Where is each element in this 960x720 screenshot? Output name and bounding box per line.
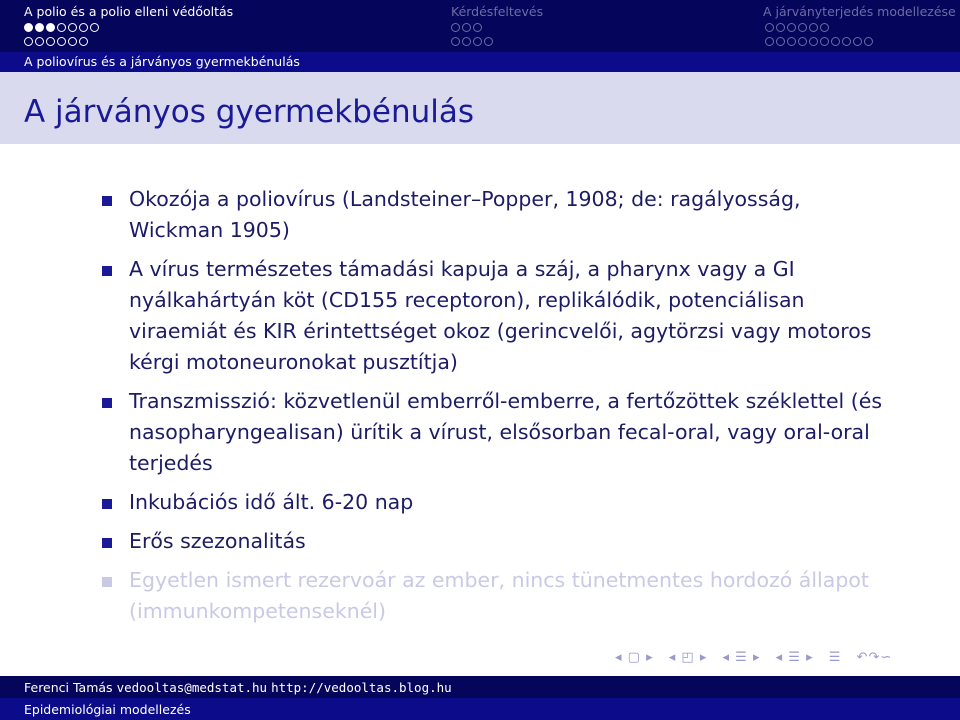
list-item-text: Inkubációs idő ált. 6-20 nap [129, 490, 414, 514]
frame-dot[interactable] [473, 23, 482, 32]
square-bullet-icon [102, 577, 112, 587]
frame-dot[interactable] [820, 37, 829, 46]
nav-dots-row [451, 37, 493, 46]
frame-dot[interactable] [484, 37, 493, 46]
square-bullet-icon [102, 196, 112, 206]
frame-dot[interactable] [90, 23, 99, 32]
list-item-text: Transzmisszió: közvetlenül emberről-emberre, a fertőzöttek széklettel (és nasopharyngealisan) ürítik a vírust, elsősorban fecal-oral, vagy oral-oral terjedés [129, 389, 883, 475]
frame-dot[interactable] [451, 37, 460, 46]
frame-dot[interactable] [776, 37, 785, 46]
list-item-text: Egyetlen ismert rezervoár az ember, nincs tünetmentes hordozó állapot (immunkompetenseknél) [129, 568, 869, 623]
footer-author-bar [0, 676, 960, 698]
frame-dot[interactable] [798, 37, 807, 46]
frame-dot[interactable] [79, 23, 88, 32]
frame-dot[interactable] [57, 37, 66, 46]
frame-dot[interactable] [46, 23, 55, 32]
frame-nav-icon[interactable]: ◂ ▢ ▸ [615, 650, 654, 665]
list-item [100, 254, 900, 378]
list-item [100, 184, 900, 246]
frame-dot[interactable] [57, 23, 66, 32]
frame-dot[interactable] [831, 37, 840, 46]
footer-author-line [24, 680, 452, 695]
square-bullet-icon [102, 499, 112, 509]
frame-dot-current[interactable] [35, 23, 44, 32]
nav-dots-row [765, 23, 829, 32]
frame-dot[interactable] [820, 23, 829, 32]
frame-dot[interactable] [809, 23, 818, 32]
list-item [100, 487, 900, 518]
frame-dot[interactable] [462, 23, 471, 32]
frame-dot[interactable] [24, 23, 33, 32]
footer-title-bar [0, 698, 960, 720]
frame-dot[interactable] [809, 37, 818, 46]
frame-dot[interactable] [35, 37, 44, 46]
frame-dot[interactable] [787, 23, 796, 32]
nav-section-title[interactable]: A polio és a polio elleni védőoltás [24, 4, 234, 19]
frame-dot[interactable] [473, 37, 482, 46]
frame-dot[interactable] [776, 23, 785, 32]
square-bullet-icon [102, 538, 112, 548]
beamer-navigation-symbols [615, 650, 902, 665]
nav-section-title[interactable]: A járványterjedés modellezése [763, 4, 956, 19]
list-item [100, 526, 900, 557]
section-navigation-bar [0, 0, 960, 52]
frame-dot[interactable] [853, 37, 862, 46]
frame-dot[interactable] [765, 37, 774, 46]
list-item-uncovered [100, 565, 900, 627]
frame-dot[interactable] [24, 37, 33, 46]
nav-dots-row [24, 37, 88, 46]
list-item [100, 386, 900, 479]
section-nav-icon[interactable]: ◂ ☰ ▸ [722, 650, 761, 665]
list-item-text: Erős szezonalitás [129, 529, 306, 553]
footer-short-title: Epidemiológiai modellezés [24, 702, 191, 717]
nav-dots-row [765, 37, 873, 46]
nav-section-title[interactable]: Kérdésfeltevés [451, 4, 544, 19]
frame-dot[interactable] [864, 37, 873, 46]
square-bullet-icon [102, 398, 112, 408]
nav-dots-row [24, 23, 99, 32]
frame-dot[interactable] [765, 23, 774, 32]
author-url[interactable]: http://vedooltas.blog.hu [271, 680, 452, 695]
list-item-text: Okozója a poliovírus (Landsteiner–Popper, 1908; de: ragályosság, Wickman 1905) [129, 187, 801, 242]
frame-dot[interactable] [842, 37, 851, 46]
frame-dot[interactable] [68, 23, 77, 32]
search-back-forward-icon[interactable]: ↶↷∽ [856, 650, 893, 665]
frame-dot[interactable] [68, 37, 77, 46]
frame-dot[interactable] [787, 37, 796, 46]
subsection-title[interactable]: A poliovírus és a járványos gyermekbénulás [24, 54, 300, 69]
frame-dot[interactable] [79, 37, 88, 46]
subsection-nav-icon[interactable]: ◂ ◰ ▸ [668, 650, 708, 665]
bullet-list [100, 184, 900, 635]
document-nav-icon[interactable]: ◂ ☰ ▸ [775, 650, 814, 665]
square-bullet-icon [102, 266, 112, 276]
subsection-bar [0, 52, 960, 72]
frame-dot[interactable] [451, 23, 460, 32]
list-item-text: A vírus természetes támadási kapuja a száj, a pharynx vagy a GI nyálkahártyán köt (CD155 receptoron), replikálódik, potenciálisan viraemiát és KIR érintettséget okoz (gerincvelői, agytörzsi vagy motoros kérgi motoneuronokat pusztítja) [129, 257, 872, 374]
slide-title: A járványos gyermekbénulás [24, 94, 475, 130]
frame-dot[interactable] [462, 37, 471, 46]
frame-dot[interactable] [46, 37, 55, 46]
author-email[interactable]: vedooltas@medstat.hu [116, 680, 268, 695]
frame-dot[interactable] [798, 23, 807, 32]
author-name: Ferenci Tamás [24, 680, 113, 695]
toc-icon[interactable]: ☰ [828, 650, 842, 665]
nav-dots-row [451, 23, 482, 32]
